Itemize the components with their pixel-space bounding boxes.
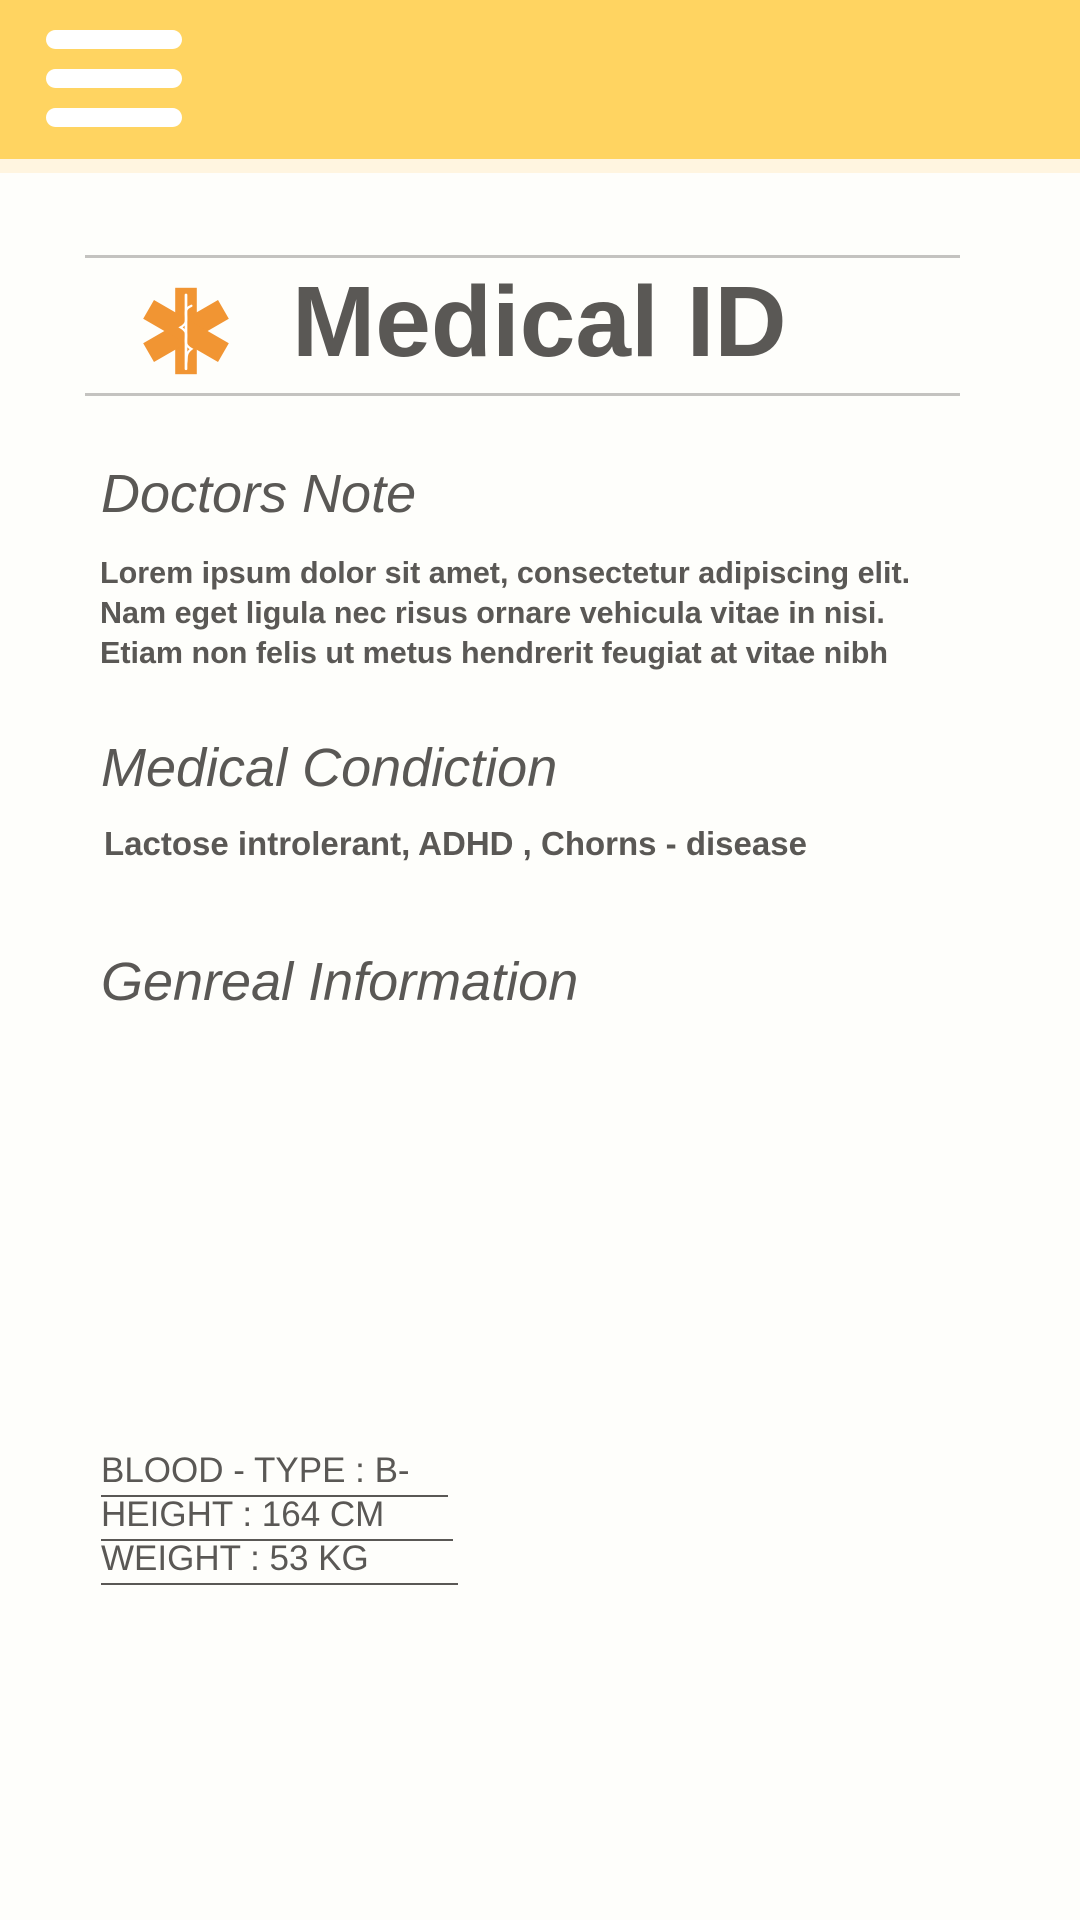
- medical-condition-text: Lactose introlerant, ADHD , Chorns - disease: [104, 825, 807, 862]
- menu-bar-middle: [46, 69, 182, 88]
- hamburger-menu-icon[interactable]: [44, 26, 184, 130]
- doctors-note-line: Etiam non felis ut metus hendrerit feugiat at vitae nibh: [100, 636, 889, 670]
- medical-condition-heading: Medical Condiction: [101, 738, 558, 798]
- doctors-note-line: Lorem ipsum dolor sit amet, consectetur adipiscing elit.: [100, 556, 911, 590]
- title-divider-bottom: [85, 393, 960, 396]
- star-of-life-icon: [141, 286, 231, 376]
- weight-value: WEIGHT : 53 KG: [101, 1539, 458, 1585]
- menu-bar-top: [46, 30, 182, 49]
- doctors-note-text: [100, 553, 1040, 673]
- blood-type-value: BLOOD - TYPE : B-: [101, 1451, 448, 1497]
- height-value: HEIGHT : 164 CM: [101, 1495, 453, 1541]
- menu-bar-bottom: [46, 108, 182, 127]
- doctors-note-heading: Doctors Note: [101, 464, 417, 524]
- general-information-heading: Genreal Information: [101, 952, 579, 1012]
- app-bar-shadow: [0, 159, 1080, 173]
- page-title: Medical ID: [292, 266, 787, 378]
- doctors-note-line: Nam eget ligula nec risus ornare vehicula vitae in nisi.: [100, 596, 885, 630]
- title-divider-top: [85, 255, 960, 258]
